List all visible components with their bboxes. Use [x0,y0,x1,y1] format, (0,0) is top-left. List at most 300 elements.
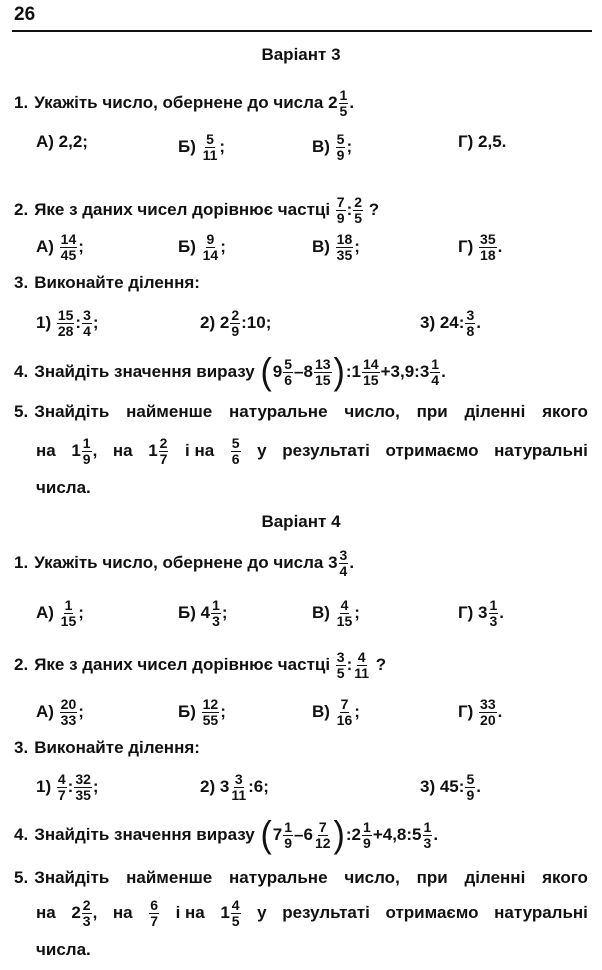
close-paren: ) [333,814,345,856]
answer-option [312,697,360,727]
answer-option [178,132,225,162]
numerator: 7 [336,194,345,210]
punct: . [476,777,481,797]
question-text: Виконайте ділення: [34,738,200,757]
numerator: 5 [284,355,293,372]
option-label: Б) [178,702,201,722]
punct: , [92,903,98,923]
question-number: 4. [14,825,29,844]
fraction [479,697,497,727]
mixed-number [201,598,222,628]
numerator: 7 [340,696,349,712]
numerator: 2 [82,897,91,913]
question-number: 1. [14,553,29,573]
option-label: Б) [178,137,201,157]
word: отримаємо [385,903,479,923]
punct: ; [346,137,353,157]
question-5-line-2 [36,898,588,928]
word: Знайдіть [34,868,110,887]
denominator: 35 [336,246,353,263]
open-paren: ( [260,351,272,393]
item-label: 3) [420,313,440,333]
numerator: 13 [314,355,331,372]
option-label: В) [312,702,335,722]
numerator: 15 [57,307,74,323]
fraction [60,697,78,727]
fraction [465,772,475,802]
denominator: 55 [202,711,219,728]
answer-option [178,598,228,628]
numerator: 4 [357,649,366,665]
denominator: 9 [336,209,345,226]
option-label: Г) [458,132,479,151]
comma-group [93,441,98,461]
mixed-number [352,357,381,387]
minus-sign: – [294,362,304,381]
question-text: Яке з даних чисел дорівнює частці [34,200,335,220]
whole-part: 3 [219,777,230,797]
divide-sign: : [345,825,352,844]
punct: ; [78,237,84,257]
word: натуральне [229,402,328,421]
denominator: 15 [336,612,353,629]
numerator: 1 [489,597,498,613]
word: число, [344,402,400,421]
denominator: 3 [489,612,498,629]
question-number: 1. [14,93,29,113]
question-1 [14,548,588,578]
question-text: Знайдіть значення виразу [34,825,260,844]
answer-option [178,697,226,727]
mixed-number [59,598,79,628]
word: на [36,441,56,461]
mixed-number [220,898,241,928]
option-label: В) [312,137,335,157]
fraction [336,232,354,262]
divide-sign: : [458,777,465,797]
denominator: 20 [480,711,496,728]
denominator: 28 [57,322,74,339]
question-text: числа. [36,478,91,497]
answer-option [36,598,84,628]
mixed-number [478,598,499,628]
close-paren: ) [333,351,345,393]
fraction [230,308,240,338]
fraction [353,195,363,225]
denominator: 16 [336,711,353,728]
word: у [257,903,267,923]
question-5-line-3 [36,478,588,498]
question-2 [14,195,588,225]
denominator: 18 [480,246,496,263]
word: результаті [282,903,370,923]
comma-group [93,903,98,923]
numerator: 32 [75,771,91,787]
divide-sign: : [458,313,465,333]
numerator: 2 [231,307,240,323]
option-label: А) [36,603,59,623]
denominator: 3 [212,612,220,629]
answer-option [36,232,84,262]
denominator: 11 [354,664,370,681]
question-number: 5. [14,868,29,887]
punct: ; [354,603,360,623]
answer-option [178,232,226,262]
numerator: 1 [423,818,432,835]
answer-option [458,697,502,727]
numerator: 14 [60,231,77,247]
mixed-number [230,436,242,466]
fraction [202,232,220,262]
question-text: Яке з даних чисел дорівнює частці [34,655,335,675]
punct: ; [220,702,226,722]
denominator: 33 [60,711,77,728]
word: діленні [464,868,526,887]
mixed-number [420,357,441,387]
punct: . [349,553,355,573]
numerator: 18 [336,231,353,247]
answer-option [458,598,504,628]
denominator: 6 [284,371,293,388]
question-lead [14,868,109,888]
fraction [231,898,241,928]
denominator: 12 [314,834,331,851]
numerator: 4 [340,597,349,613]
fraction [149,898,159,928]
denominator: 5 [231,912,240,929]
whole-part: 1 [148,441,158,461]
numerator: 4 [57,771,66,787]
question-4 [14,814,588,856]
punct: ; [354,702,360,722]
fraction [336,697,354,727]
question-number: 5. [14,402,29,421]
mixed-number [71,436,97,466]
numerator: 4 [231,897,240,913]
whole-part: 2 [219,313,230,333]
denominator: 9 [466,786,475,803]
punct: . [476,313,481,333]
whole-part: 4 [200,603,211,623]
numerator: 6 [150,897,158,913]
numerator: 5 [206,131,214,147]
mixed-number [148,436,169,466]
whole-part: 1 [71,441,81,461]
numerator: 3 [466,307,475,323]
answer-option [458,232,502,262]
fraction [202,697,220,727]
denominator: 7 [57,786,66,803]
word: при [416,868,448,887]
option-label: А) [36,702,59,722]
numerator: 2 [159,435,168,451]
fraction [57,772,67,802]
question-3 [14,738,588,758]
item-label: 2) [200,777,220,797]
fraction [336,195,346,225]
denominator: 5 [336,664,345,681]
fraction [82,308,92,338]
word: натуральне [229,868,328,887]
division-item [36,308,99,338]
denominator: 8 [466,322,475,339]
question-text: Виконайте ділення: [34,273,200,292]
denominator: 9 [231,322,240,339]
minus-sign: – [294,825,304,844]
numerator: 7 [318,818,327,835]
punct: ; [92,313,99,333]
whole-part: 8 [303,362,313,381]
fraction [336,132,346,162]
mixed-number [148,898,160,928]
punct: ; [78,603,84,623]
fraction [57,308,75,338]
fraction [336,650,346,680]
word: на [36,903,56,923]
option-value: 2,5. [478,132,507,151]
mixed-number [273,357,294,387]
fraction [339,548,349,578]
fraction [362,357,380,387]
numerator: 1 [284,818,293,835]
question-number: 2. [14,655,29,675]
word: якого [542,868,588,887]
denominator: 11 [231,786,247,803]
divisor: 10; [246,313,272,333]
mixed-number [328,88,349,118]
open-paren: ( [260,814,272,856]
numerator: 3 [336,649,345,665]
denominator: 6 [231,450,240,467]
question-text: Укажіть число, обернене до числа [34,553,329,573]
fraction [211,598,221,628]
mixed-number [328,548,349,578]
word: найменше [126,868,213,887]
punct: ; [92,777,99,797]
division-item [36,772,99,802]
answer-option [458,132,506,152]
option-label: Б) [178,237,201,257]
divide-sign: : [345,362,352,381]
punct: . [499,603,505,623]
divide-sign: : [248,777,254,797]
numerator: 5 [231,435,240,451]
word: на [112,903,133,923]
denominator: 45 [60,246,77,263]
denominator: 4 [83,322,91,339]
whole-part: 9 [272,362,283,381]
punct: , [92,441,98,461]
denominator: 9 [82,450,91,467]
fraction [479,232,497,262]
divisor: 6; [253,777,269,797]
page-number: 26 [14,4,36,25]
mixed-number [273,820,294,850]
question-text: Знайдіть значення виразу [34,362,260,381]
question-5 [14,868,588,888]
item-label: 3) [420,777,440,797]
word: результаті [282,441,370,461]
fraction [314,820,332,850]
numerator: 33 [480,696,496,712]
word: найменше [126,402,213,421]
divide-sign: : [346,200,353,220]
fraction [314,357,332,387]
mixed-number [352,820,373,850]
denominator: 15 [314,371,331,388]
word: натуральні [494,903,588,923]
fraction [202,132,219,162]
denominator: 9 [363,834,371,851]
punct: ; [221,603,228,623]
mixed-number [71,898,97,928]
word: у [257,441,267,461]
word: число, [344,868,400,887]
whole-part: 6 [303,825,313,844]
punct: . [349,93,355,113]
numerator: 14 [363,355,379,372]
denominator: 5 [339,102,348,119]
numerator: 9 [206,231,215,247]
fraction [82,436,92,466]
numerator: 1 [431,355,440,372]
question-text: Укажіть число, обернене до числа [34,93,329,113]
dividend: 24 [439,313,459,333]
whole-part: 1 [351,362,362,381]
answer-option [312,232,360,262]
fraction [339,88,349,118]
numerator: 12 [202,696,219,712]
whole-part: 2 [351,825,362,844]
variant-title: Варіант 3 [261,45,341,64]
punct: . [497,237,503,257]
numerator: 1 [212,597,220,613]
fraction [283,357,293,387]
whole-part: 2 [71,903,81,923]
divide-sign: : [241,313,247,333]
header-rule [12,30,592,32]
option-label: А) [36,132,59,151]
question-5-line-3 [36,940,588,960]
answer-option [312,598,360,628]
punct: ? [371,655,387,675]
word: і на [185,441,215,461]
word: при [416,402,448,421]
denominator: 11 [202,146,218,163]
punct: . [497,702,503,722]
fraction [362,820,372,850]
punct: . [433,825,439,844]
whole-part: 2 [328,93,338,113]
fraction [230,772,247,802]
divide-sign: : [67,777,74,797]
item-label: 2) [200,313,220,333]
denominator: 7 [159,450,168,467]
punct: ? [364,200,380,220]
question-1 [14,88,588,118]
word: якого [542,402,588,421]
item-label: 1) [36,313,56,333]
punct: ; [354,237,360,257]
answer-option [36,132,88,152]
numerator: 3 [83,307,91,323]
denominator: 7 [150,912,158,929]
question-5-line-2 [36,436,588,466]
option-label: Г) [458,237,479,257]
dividend: 45 [439,777,459,797]
word: і на [175,903,205,923]
option-value: 2,2; [58,132,88,151]
item-label: 1) [36,777,56,797]
numerator: 1 [339,87,348,103]
fraction [465,308,475,338]
option-label: Г) [458,603,479,623]
fraction [74,772,92,802]
numerator: 35 [480,231,496,247]
question-number: 4. [14,362,29,381]
denominator: 9 [284,834,293,851]
fraction [489,598,499,628]
mixed-number [335,132,347,162]
numerator: 20 [60,696,77,712]
whole-part: 1 [220,903,230,923]
question-4 [14,351,588,393]
divide-sign: : [346,655,353,675]
expression-middle: +4,8: [372,825,413,844]
mixed-number [304,820,333,850]
option-label: В) [312,237,335,257]
mixed-number [335,598,355,628]
word: Знайдіть [34,402,110,421]
option-label: Г) [458,702,479,722]
word: діленні [464,402,526,421]
whole-part: 7 [272,825,283,844]
numerator: 1 [64,597,73,613]
question-text: числа. [36,940,91,959]
question-number: 3. [14,738,29,757]
division-item [420,308,481,338]
question-number: 3. [14,273,29,292]
fraction [336,598,354,628]
denominator: 15 [60,612,77,629]
punct: ; [78,702,84,722]
numerator: 1 [363,818,371,835]
answer-option [312,132,352,162]
whole-part: 5 [412,825,422,844]
punct: ; [219,137,226,157]
question-2 [14,650,588,680]
option-label: В) [312,603,335,623]
division-item [200,772,269,802]
whole-part: 3 [328,553,338,573]
fraction [231,436,241,466]
denominator: 15 [363,371,379,388]
numerator: 2 [354,194,363,210]
mixed-number [304,357,333,387]
question-5 [14,402,588,422]
numerator: 3 [234,771,243,787]
denominator: 5 [354,209,363,226]
denominator: 14 [202,246,219,263]
fraction [60,598,78,628]
divide-sign: : [75,313,82,333]
division-item [200,308,271,338]
answer-option [36,697,84,727]
fraction [60,232,78,262]
numerator: 3 [339,547,348,563]
division-item [420,772,481,802]
denominator: 4 [431,371,440,388]
